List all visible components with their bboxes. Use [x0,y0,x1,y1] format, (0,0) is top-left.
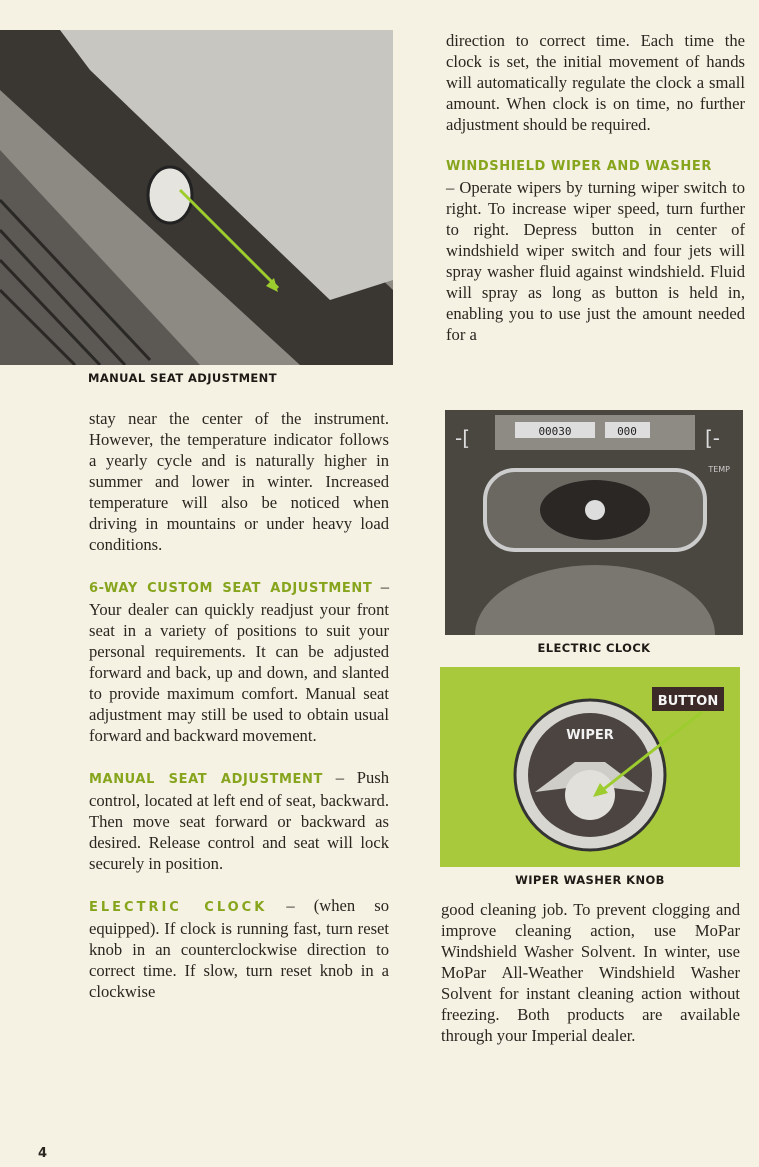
wiper-heading: WINDSHIELD WIPER AND WASHER [446,159,712,174]
button-callout: BUTTON [657,694,719,709]
wiper-knob-label: WIPER [566,728,614,743]
outro-paragraph: good cleaning job. To prevent clogging and improve cleaning action, use MoPar Windshield Washer Solvent. In winter, use MoPar All-Weather Windshield Washer Solvent for instant cleaning action without freezing. Both products are available through your Imperial dealer. [441,900,740,1045]
clock-figure-caption: ELECTRIC CLOCK [537,641,651,655]
clock-continued-paragraph: direction to correct time. Each time the clock is set, the initial movement of hands will automatically regulate the clock a small amount. When clock is on time, no further adjustment should be required. [446,31,745,134]
page-number: 4 [38,1146,48,1161]
svg-text:[-: [- [705,426,721,450]
wiper-section [446,156,745,345]
electric-clock-photo [445,410,743,635]
seat-figure-caption: MANUAL SEAT ADJUSTMENT [88,371,277,385]
six-way-body: – Your dealer can quickly readjust your front seat in a variety of positions to suit your personal requirements. It can be adjusted forward and back, up and down, and slanted to provide maximum comfort. Manual seat adjustment may still be used to obtain usual forward and backward movement. [89,577,389,745]
wiper-knob-photo [440,667,740,867]
svg-text:-[: -[ [455,426,471,450]
odometer-readout: 00030 [538,425,572,438]
manual-seat-body: – Push control, located at left end of seat, backward. Then move seat forward or backward as desired. Release control and seat will lock securely in position. [89,768,389,873]
manual-seat-section [89,767,389,874]
electric-clock-heading: ELECTRIC CLOCK [89,900,268,915]
intro-paragraph: stay near the center of the instrument. However, the temperature indicator follows a yearly cycle and is naturally higher in summer and lower in winter. Increased temperature will also be noticed when driving in mountains or under heavy load conditions. [89,409,389,554]
trip-readout: 000 [617,425,637,438]
wiper-body: – Operate wipers by turning wiper switch to right. To increase wiper speed, turn further to right. Depress button in center of windshield wiper switch and four jets will spray washer fluid against windshield. Fluid will spray as long as button is held in, enabling you to use just the amount needed for a [446,178,745,344]
electric-clock-body: – (when so equipped). If clock is running fast, turn reset knob in an counterclockwise direction to correct time. If slow, turn reset knob in a clockwise [89,896,389,1001]
temp-label: TEMP [708,465,730,474]
wiper-figure-caption: WIPER WASHER KNOB [515,873,665,887]
left-column [89,408,389,1002]
right-column-bottom [441,899,740,1046]
six-way-heading: 6-WAY CUSTOM SEAT ADJUSTMENT [89,581,373,596]
seat-adjustment-photo [0,30,393,365]
six-way-seat-section [89,576,389,746]
manual-seat-heading: MANUAL SEAT ADJUSTMENT [89,772,323,787]
electric-clock-section [89,895,389,1002]
right-column-top [446,30,745,345]
